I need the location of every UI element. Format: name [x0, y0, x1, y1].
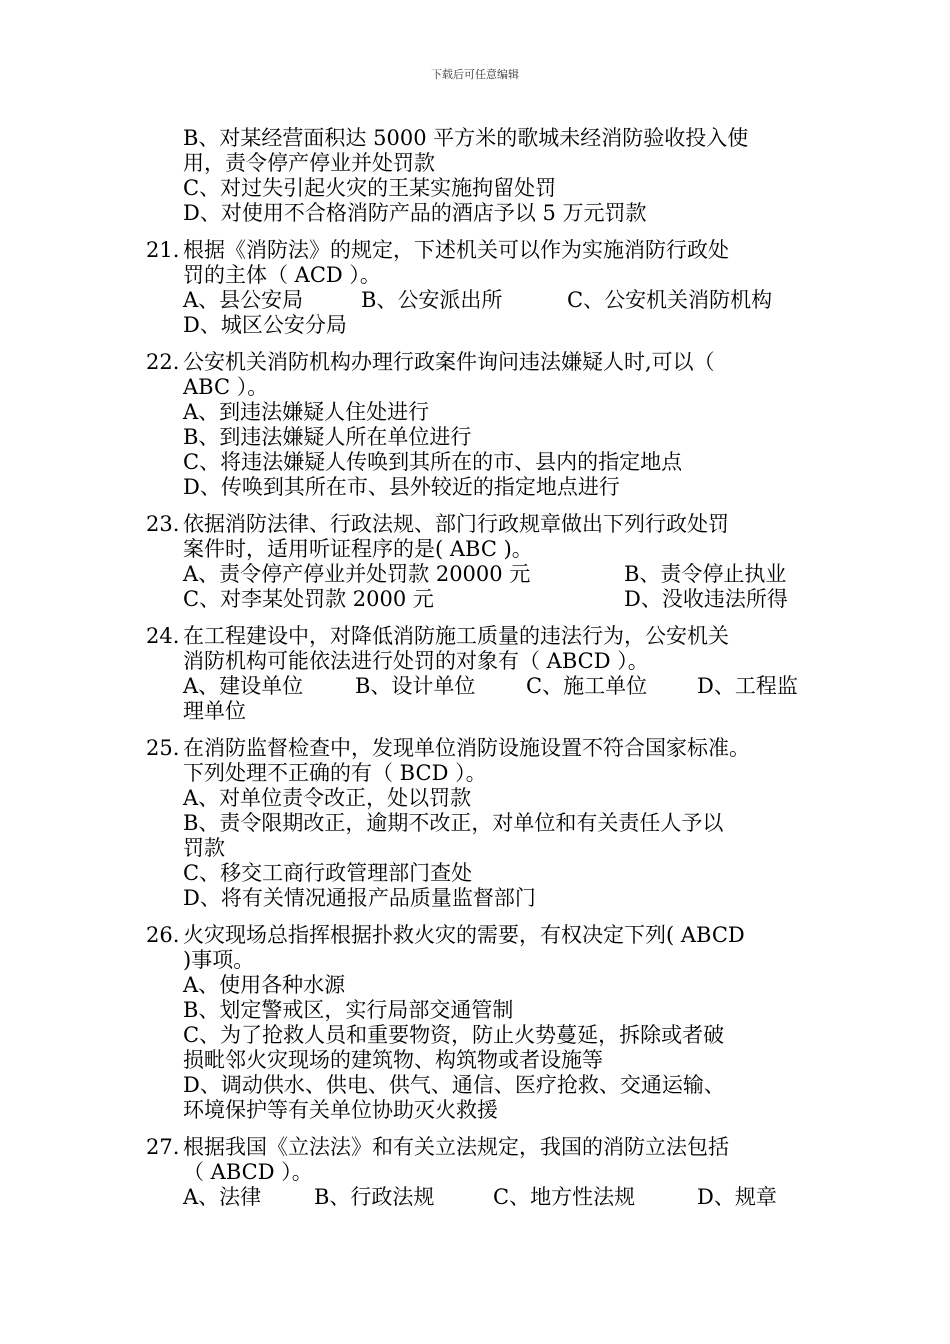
- option-line: C、对过失引起火灾的王某实施拘留处罚: [183, 176, 557, 200]
- option-b: B、责令停止执业: [624, 562, 787, 586]
- option-b: B、划定警戒区，实行局部交通管制: [183, 998, 514, 1022]
- question-number: 22.: [146, 350, 180, 374]
- option-d: D、调动供水、供电、供气、通信、医疗抢救、交通运输、: [183, 1073, 725, 1097]
- question-stem: 根据我国《立法法》和有关立法规定，我国的消防立法包括: [183, 1135, 729, 1159]
- option-b: B、行政法规: [314, 1185, 435, 1209]
- options-row: [146, 587, 846, 612]
- option-a: A、到违法嫌疑人住处进行: [183, 400, 430, 424]
- question-stem: 下列处理不正确的有（ BCD ）。: [183, 761, 487, 785]
- option-line: D、对使用不合格消防产品的酒店予以 5 万元罚款: [183, 201, 647, 225]
- option-c: C、对李某处罚款 2000 元: [183, 587, 434, 611]
- option-a: A、建设单位: [183, 674, 304, 698]
- option-b-continuation: 罚款: [183, 836, 225, 860]
- question-stem: )事项。: [183, 948, 255, 972]
- question-number: 23.: [146, 512, 180, 536]
- question-21: [146, 238, 846, 338]
- question-number: 25.: [146, 736, 180, 760]
- option-c: C、施工单位: [526, 674, 648, 698]
- option-c: C、移交工商行政管理部门查处: [183, 861, 473, 885]
- question-stem: 案件时，适用听证程序的是( ABC )。: [183, 537, 533, 561]
- question-24: [146, 624, 846, 724]
- question-stem: 依据消防法律、行政法规、部门行政规章做出下列行政处罚: [183, 512, 729, 536]
- option-c: C、公安机关消防机构: [567, 288, 773, 312]
- question-stem: 在工程建设中，对降低消防施工质量的违法行为，公安机关: [183, 624, 729, 648]
- question-number: 27.: [146, 1135, 180, 1159]
- question-number: 21.: [146, 238, 180, 262]
- option-a: A、责令停产停业并处罚款 20000 元: [183, 562, 531, 586]
- question-27: [146, 1135, 846, 1210]
- option-a: A、对单位责令改正，处以罚款: [183, 786, 472, 810]
- option-d: D、将有关情况通报产品质量监督部门: [183, 886, 536, 910]
- question-stem: 罚的主体（ ACD ）。: [183, 263, 381, 287]
- option-a: A、县公安局: [183, 288, 304, 312]
- option-c: C、地方性法规: [493, 1185, 636, 1209]
- option-d: D、没收违法所得: [624, 587, 788, 611]
- option-d: D、城区公安分局: [183, 313, 347, 337]
- question-stem: 公安机关消防机构办理行政案件询问违法嫌疑人时,可以（: [183, 350, 715, 374]
- question-number: 26.: [146, 923, 180, 947]
- option-b: B、公安派出所: [361, 288, 503, 312]
- question-stem: 火灾现场总指挥根据扑救火灾的需要，有权决定下列( ABCD: [183, 923, 745, 947]
- option-b: B、责令限期改正，逾期不改正，对单位和有关责任人予以: [183, 811, 724, 835]
- option-c-continuation: 损毗邻火灾现场的建筑物、构筑物或者设施等: [183, 1048, 603, 1072]
- question-stem: （ ABCD ）。: [183, 1160, 313, 1184]
- option-a: A、使用各种水源: [183, 973, 346, 997]
- document-body: [146, 126, 846, 1210]
- question-number: 24.: [146, 624, 180, 648]
- question-stem: 根据《消防法》的规定，下述机关可以作为实施消防行政处: [183, 238, 729, 262]
- option-d: D、工程监: [697, 674, 798, 698]
- option-d-continuation: 环境保护等有关单位协助灭火救援: [183, 1098, 498, 1122]
- option-continuation: 理单位: [183, 699, 246, 723]
- question-26: [146, 923, 846, 1123]
- page-header: 下载后可任意编辑: [431, 68, 519, 81]
- option-c: C、将违法嫌疑人传唤到其所在的市、县内的指定地点: [183, 450, 683, 474]
- options-row: [146, 288, 846, 313]
- option-b: B、设计单位: [355, 674, 476, 698]
- option-d: D、规章: [697, 1185, 777, 1209]
- question-25: [146, 736, 846, 911]
- question-23: [146, 512, 846, 612]
- option-a: A、法律: [183, 1185, 262, 1209]
- option-c: C、为了抢救人员和重要物资，防止火势蔓延，拆除或者破: [183, 1023, 725, 1047]
- options-row: [146, 562, 846, 587]
- option-line: B、对某经营面积达 5000 平方米的歌城未经消防验收投入使: [183, 126, 749, 150]
- question-stem: 消防机构可能依法进行处罚的对象有（ ABCD ）。: [183, 649, 649, 673]
- option-line: 用，责令停产停业并处罚款: [183, 151, 435, 175]
- question-22: [146, 350, 846, 500]
- question-stem: 在消防监督检查中，发现单位消防设施设置不符合国家标准。: [183, 736, 750, 760]
- question-20-continuation: [146, 126, 846, 226]
- question-stem: ABC ）。: [183, 375, 269, 399]
- option-d: D、传唤到其所在市、县外较近的指定地点进行: [183, 475, 620, 499]
- options-row: [146, 674, 846, 699]
- option-b: B、到违法嫌疑人所在单位进行: [183, 425, 472, 449]
- options-row: [146, 1185, 846, 1210]
